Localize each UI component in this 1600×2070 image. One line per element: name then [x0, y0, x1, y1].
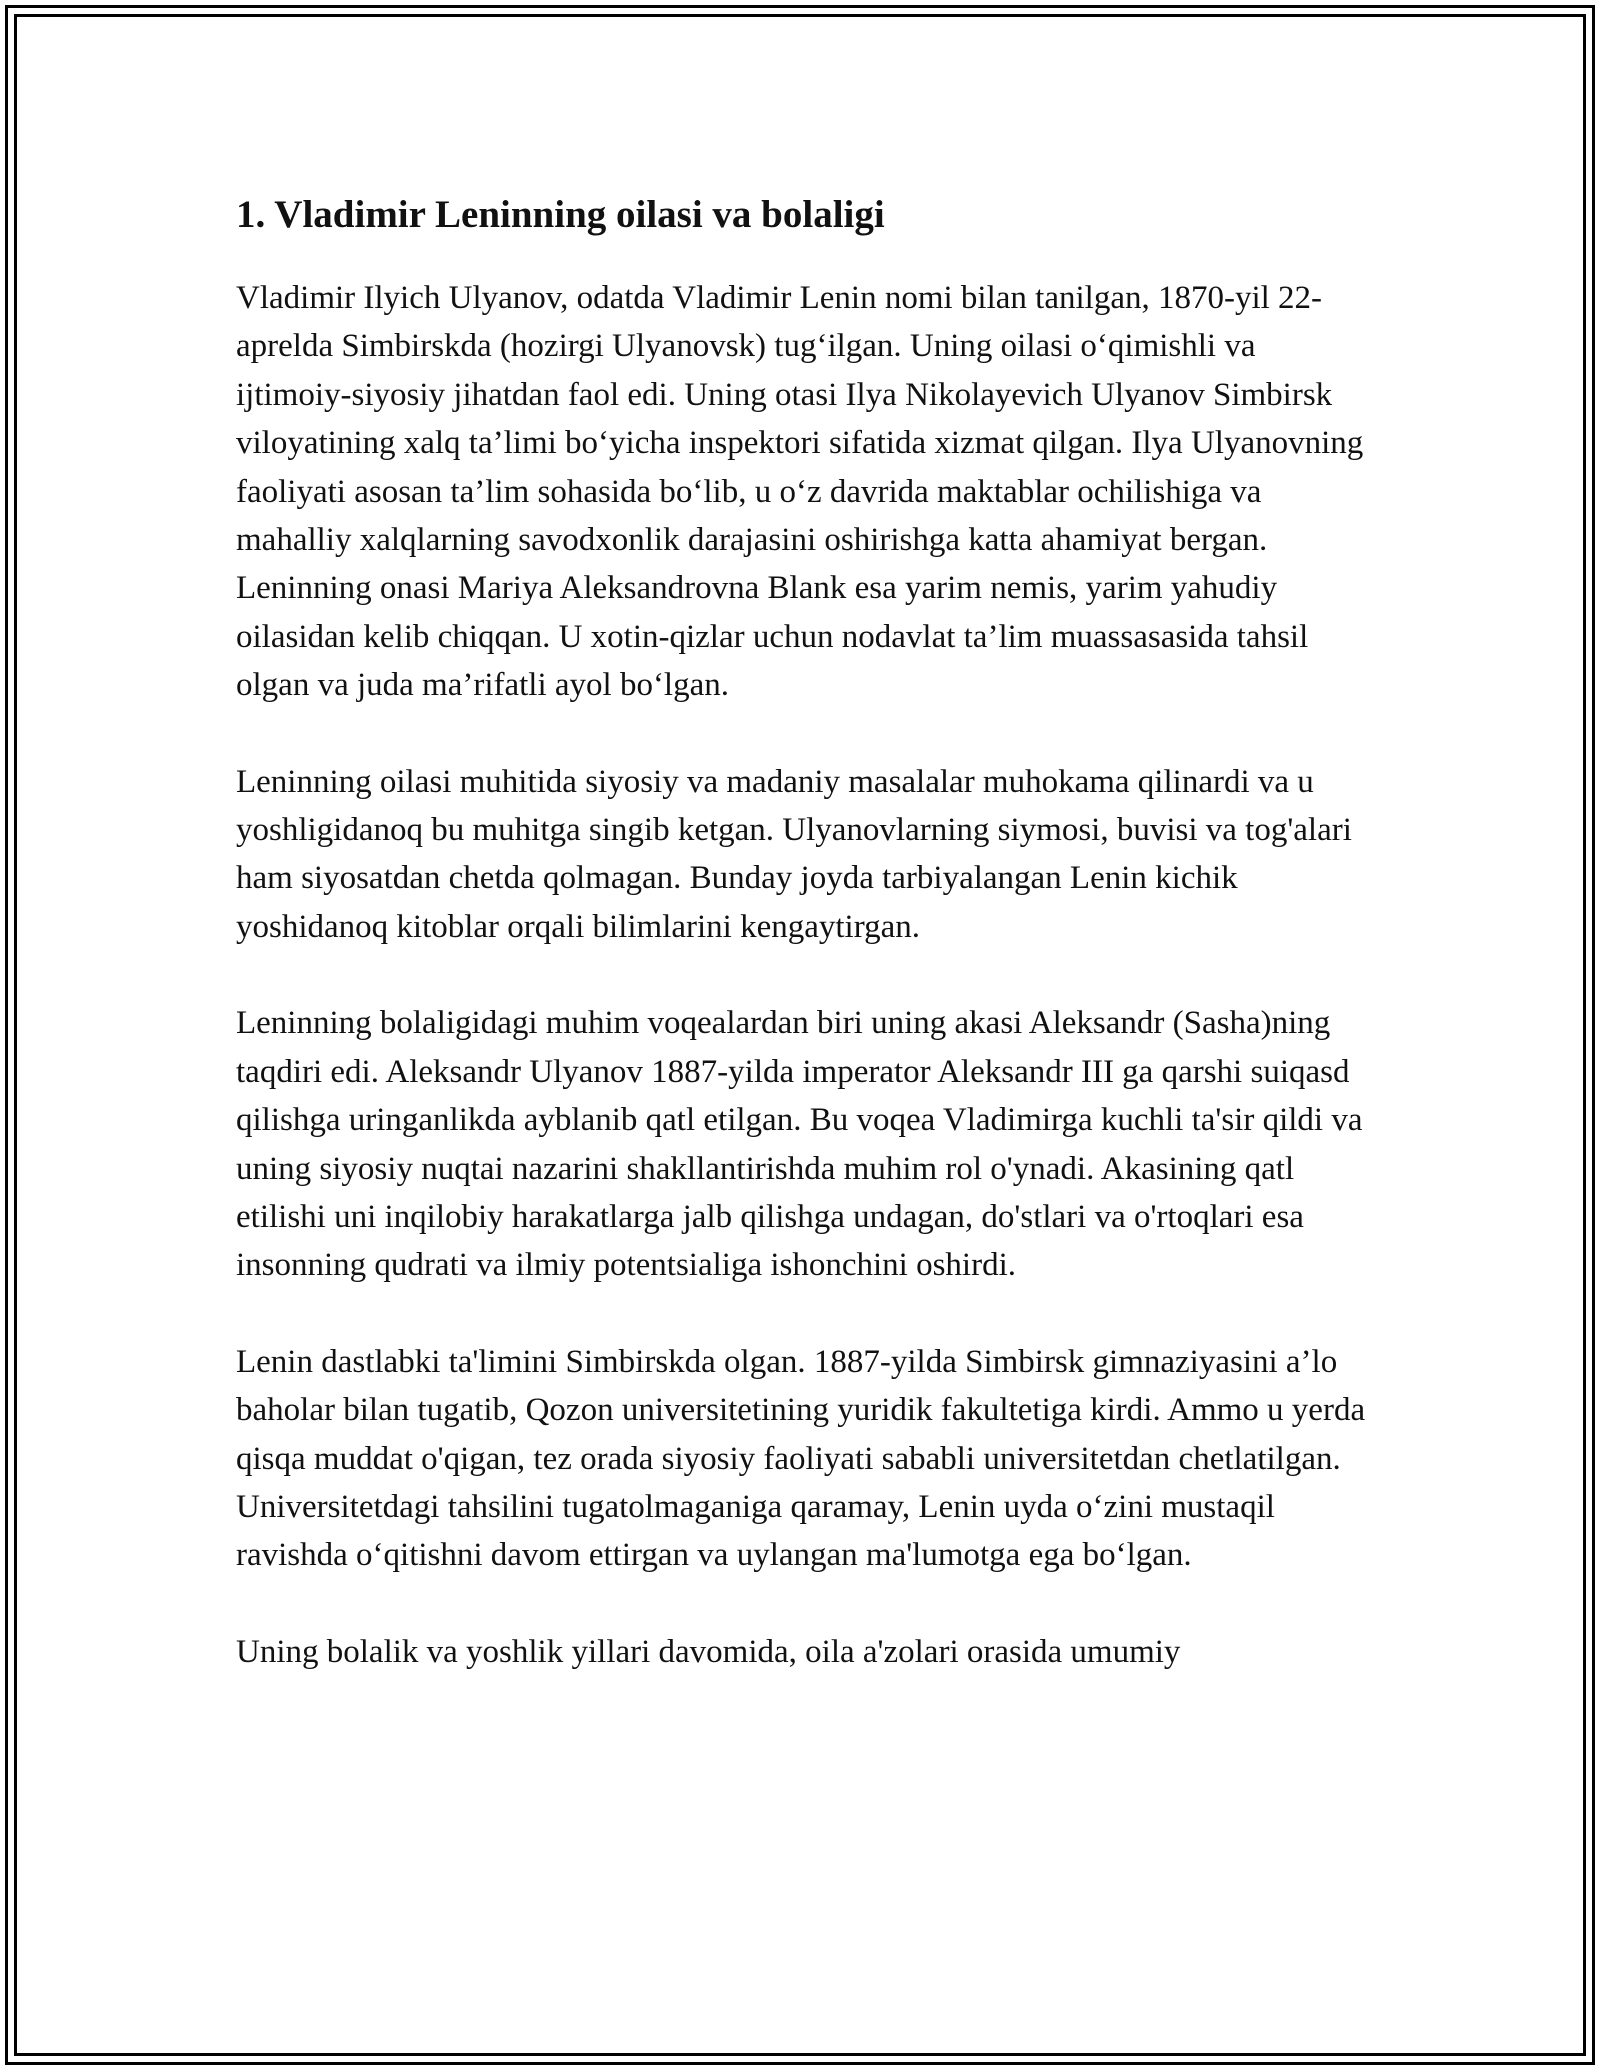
paragraph-family-environment: Leninning oilasi muhitida siyosiy va madaniy masalalar muhokama qilinardi va u yoshligidanoq bu muhitga singib ketgan. Ulyanovlarning siymosi, buvisi va tog'alari ham siyosatdan chetda qolmagan. Bunday joyda tarbiyalangan Lenin kichik yoshidanoq kitoblar orqali bilimlarini kengaytirgan.: [236, 763, 1352, 945]
paragraph-youth-continued: Uning bolalik va yoshlik yillari davomida, oila a'zolari orasida umumiy: [236, 1633, 1181, 1670]
paragraph-family: Vladimir Ilyich Ulyanov, odatda Vladimir Lenin nomi bilan tanilgan, 1870-yil 22-aprelda Simbirskda (hozirgi Ulyanovsk) tug‘ilgan. Uning oilasi o‘qimishli va ijtimoiy-siyosiy jihatdan faol edi. Uning otasi Ilya Nikolayevich Ulyanov Simbirsk viloyatining xalq ta’limi bo‘yicha inspektori sifatida xizmat qilgan. Ilya Ulyanovning faoliyati asosan ta’lim sohasida bo‘lib, u o‘z davrida maktablar ochilishiga va mahalliy xalqlarning savodxonlik darajasini oshirishga katta ahamiyat bergan. Leninning onasi Mariya Aleksandrovna Blank esa yarim nemis, yarim yahudiy oilasidan kelib chiqqan. U xotin-qizlar uchun nodavlat ta’lim muassasasida tahsil olgan va juda ma’rifatli ayol bo‘lgan.: [236, 280, 1364, 704]
section-heading: 1. Vladimir Leninning oilasi va bolaligi: [236, 193, 885, 236]
paragraph-brother-aleksandr: Leninning bolaligidagi muhim voqealardan biri uning akasi Aleksandr (Sasha)ning taqdiri edi. Aleksandr Ulyanov 1887-yilda imperator Aleksandr III ga qarshi suiqasd qilishga uringanlikda ayblanib qatl etilgan. Bu voqea Vladimirga kuchli ta'sir qildi va uning siyosiy nuqtai nazarini shakllantirishda muhim rol o'ynadi. Akasining qatl etilishi uni inqilobiy harakatlarga jalb qilishga undagan, do'stlari va o'rtoqlari esa insonning qudrati va ilmiy potentsialiga ishonchini oshirdi.: [236, 1005, 1363, 1284]
paragraph-education: Lenin dastlabki ta'limini Simbirskda olgan. 1887-yilda Simbirsk gimnaziyasini a’lo baholar bilan tugatib, Qozon universitetining yuridik fakultetiga kirdi. Ammo u yerda qisqa muddat o'qigan, tez orada siyosiy faoliyati sababli universitetdan chetlatilgan. Universitetdagi tahsilini tugatolmaganiga qaramay, Lenin uyda o‘zini mustaqil ravishda o‘qitishni davom ettirgan va uylangan ma'lumotga ega bo‘lgan.: [236, 1343, 1366, 1574]
document-body: [236, 186, 1376, 1724]
